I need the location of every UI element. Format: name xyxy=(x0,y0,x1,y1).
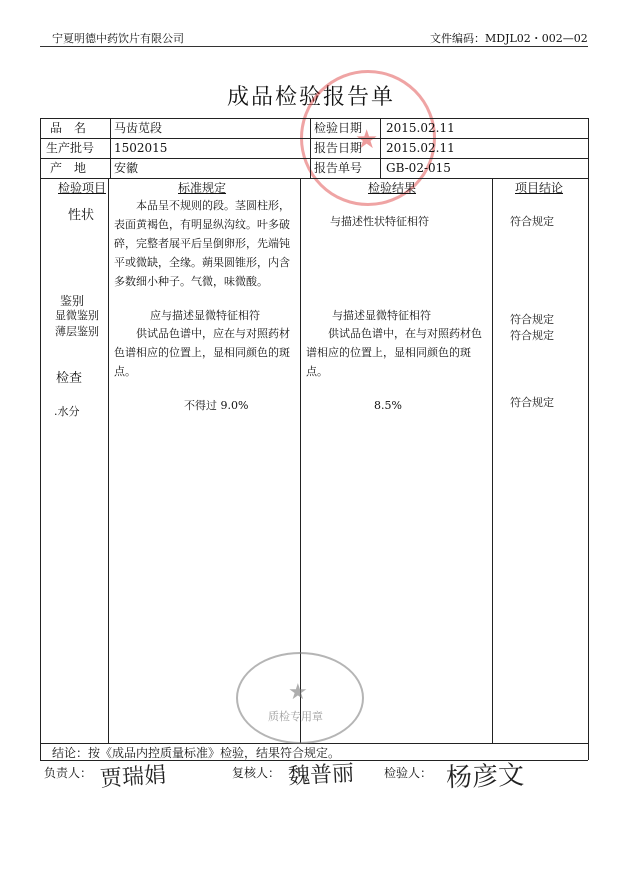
origin-label: 产 地 xyxy=(50,161,87,175)
col-standard-header: 标准规定 xyxy=(178,181,227,195)
water-standard: 不得过 9.0% xyxy=(184,399,249,412)
traits-label: 性状 xyxy=(68,208,95,223)
water-conclusion: 符合规定 xyxy=(510,396,554,409)
responsible-signature: 贾瑞娟 xyxy=(99,762,167,793)
water-label: .水分 xyxy=(54,405,80,418)
report-no-label: 报告单号 xyxy=(314,161,363,175)
report-date-label: 报告日期 xyxy=(314,141,363,155)
responsible-label: 负责人： xyxy=(44,766,93,780)
batch-label: 生产批号 xyxy=(46,141,95,155)
tlc-conclusion: 符合规定 xyxy=(510,329,554,342)
reviewer-label: 复核人： xyxy=(232,766,281,780)
product-label: 品 名 xyxy=(50,121,87,135)
inspect-date-label: 检验日期 xyxy=(314,121,363,135)
micro-standard: 应与描述显微特征相符 xyxy=(150,309,260,322)
qc-seal-sub: 质检专用章 xyxy=(268,710,323,723)
company-name: 宁夏明德中药饮片有限公司 xyxy=(52,32,184,45)
origin-value: 安徽 xyxy=(114,161,139,175)
col-conclusion-header: 项目结论 xyxy=(515,181,564,195)
water-result: 8.5% xyxy=(374,399,402,412)
report-date-value: 2015.02.11 xyxy=(386,141,455,155)
batch-value: 1502015 xyxy=(114,141,168,155)
inspector-label: 检验人： xyxy=(384,766,433,780)
micro-label: 显微鉴别 xyxy=(55,309,99,322)
conclusion-text: 结论：按《成品内控质量标准》检验，结果符合规定。 xyxy=(52,746,341,760)
tlc-label: 薄层鉴别 xyxy=(55,325,99,338)
header-rule xyxy=(40,46,588,47)
company-seal-red: ★ xyxy=(300,70,436,206)
col-item-header: 检验项目 xyxy=(58,181,107,195)
tlc-standard: 供试品色谱中，应在与对照药材色谱相应的位置上，显相同颜色的斑点。 xyxy=(114,327,290,378)
report-no-value: GB-02-015 xyxy=(386,161,451,175)
col-result-header: 检验结果 xyxy=(368,181,417,195)
reviewer-signature: 魏普丽 xyxy=(287,761,355,790)
product-value: 马齿苋段 xyxy=(114,121,163,135)
micro-conclusion: 符合规定 xyxy=(510,313,554,326)
document-code: 文件编码：MDJL02・002—02 xyxy=(430,32,588,45)
traits-conclusion: 符合规定 xyxy=(510,215,554,228)
traits-result: 与描述性状特征相符 xyxy=(330,215,429,228)
inspect-date-value: 2015.02.11 xyxy=(386,121,455,135)
inspector-signature: 杨彦文 xyxy=(445,760,525,794)
qc-seal-gray: ★ 质检专用章 xyxy=(236,652,364,744)
check-label: 检查 xyxy=(56,371,83,386)
ident-label: 鉴别 xyxy=(60,294,85,308)
page-title: 成品检验报告单 xyxy=(226,85,395,110)
micro-result: 与描述显微特征相符 xyxy=(332,309,431,322)
traits-standard: 本品呈不规则的段。茎圆柱形，表面黄褐色，有明显纵沟纹。叶多破碎，完整者展平后呈倒卵形，先端钝平或微缺，全缘。蒴果圆锥形，内含多数细小种子。气微，味微酸。 xyxy=(114,199,290,288)
tlc-result: 供试品色谱中，在与对照药材色谱相应的位置上，显相同颜色的斑点。 xyxy=(306,327,482,378)
